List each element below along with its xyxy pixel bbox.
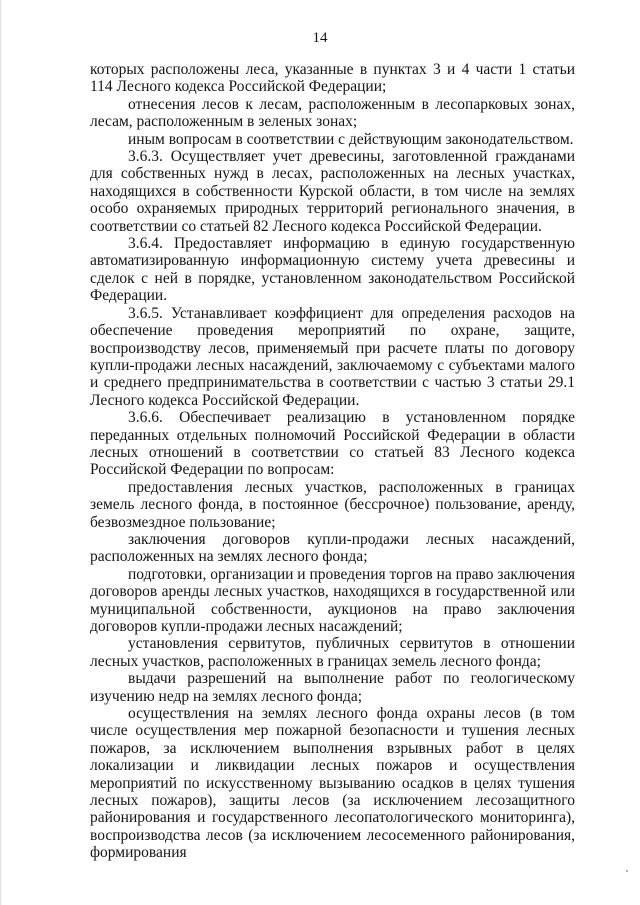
paragraph-other-issues: иным вопросам в соответствии с действующим законодательством. xyxy=(128,130,574,148)
list-item-land-plots: предоставления лесных участков, расположенных в границах земель лесного фонда, в постоянное (бессрочное) пользование, аренду, безвозмездное пользование; xyxy=(90,478,575,531)
document-body xyxy=(90,61,575,862)
list-item-sale-contracts: заключения договоров купли-продажи лесных насаждений, расположенных на землях лесного фонда; xyxy=(90,530,575,566)
scan-edge-shadow xyxy=(0,0,2,905)
scan-speck xyxy=(626,870,628,872)
paragraph-3-6-6: 3.6.6. Обеспечивает реализацию в установленном порядке переданных отдельных полномочий Российской Федерации в области лесных отношений в соответствии со статьей 83 Лесного кодекса Российской Федерации по вопросам: xyxy=(90,409,575,479)
paragraph-continuation-article-114: которых расположены леса, указанные в пунктах 3 и 4 части 1 статьи 114 Лесного кодекса Российской Федерации; xyxy=(90,61,575,96)
paragraph-3-6-3: 3.6.3. Осуществляет учет древесины, заготовленной гражданами для собственных нужд в лесах, расположенных на лесных участках, находящихся в собственности Курской области, в том числе на землях особо охраняемых природных территорий регионального значения, в соответствии со статьей 82 Лесного кодекса Российской Федерации. xyxy=(90,148,575,235)
list-item-geological-permits: выдачи разрешений на выполнение работ по геологическому изучению недр на землях лесного фонда; xyxy=(90,670,575,705)
paragraph-forest-park-zones: отнесения лесов к лесам, расположенным в лесопарковых зонах, лесам, расположенным в зеленых зонах; xyxy=(90,95,575,131)
page-number: 14 xyxy=(312,30,328,46)
list-item-servitudes: установления сервитутов, публичных сервитутов в отношении лесных участков, расположенных в границах земель лесного фонда; xyxy=(90,635,575,670)
list-item-forest-protection: осуществления на землях лесного фонда охраны лесов (в том числе осуществления мер пожарной безопасности и тушения лесных пожаров, за исключением выполнения взрывных работ в целях локализации и ликвидации лесных пожаров и осуществления мероприятий по искусственному вызыванию осадков в целях тушения лесных пожаров), защиты лесов (за исключением лесозащитного районирования и государственного лесопатологического мониторинга), воспроизводства лесов (за исключением лесосеменного районирования, формирования xyxy=(90,705,575,862)
list-item-auctions: подготовки, организации и проведения торгов на право заключения договоров аренды лесных участков, находящихся в государственной или муниципальной собственности, аукционов на право заключения договоров купли-продажи лесных насаждений; xyxy=(90,565,575,635)
paragraph-3-6-5: 3.6.5. Устанавливает коэффициент для определения расходов на обеспечение проведения мероприятий по охране, защите, воспроизводству лесов, применяемый при расчете платы по договору купли-продажи лесных насаждений, заключаемому с субъектами малого и среднего предпринимательства в соответствии с частью 3 статьи 29.1 Лесного кодекса Российской Федерации. xyxy=(90,304,575,409)
paragraph-3-6-4: 3.6.4. Предоставляет информацию в единую государственную автоматизированную информационную систему учета древесины и сделок с ней в порядке, установленном законодательством Российской Федерации. xyxy=(90,235,575,305)
